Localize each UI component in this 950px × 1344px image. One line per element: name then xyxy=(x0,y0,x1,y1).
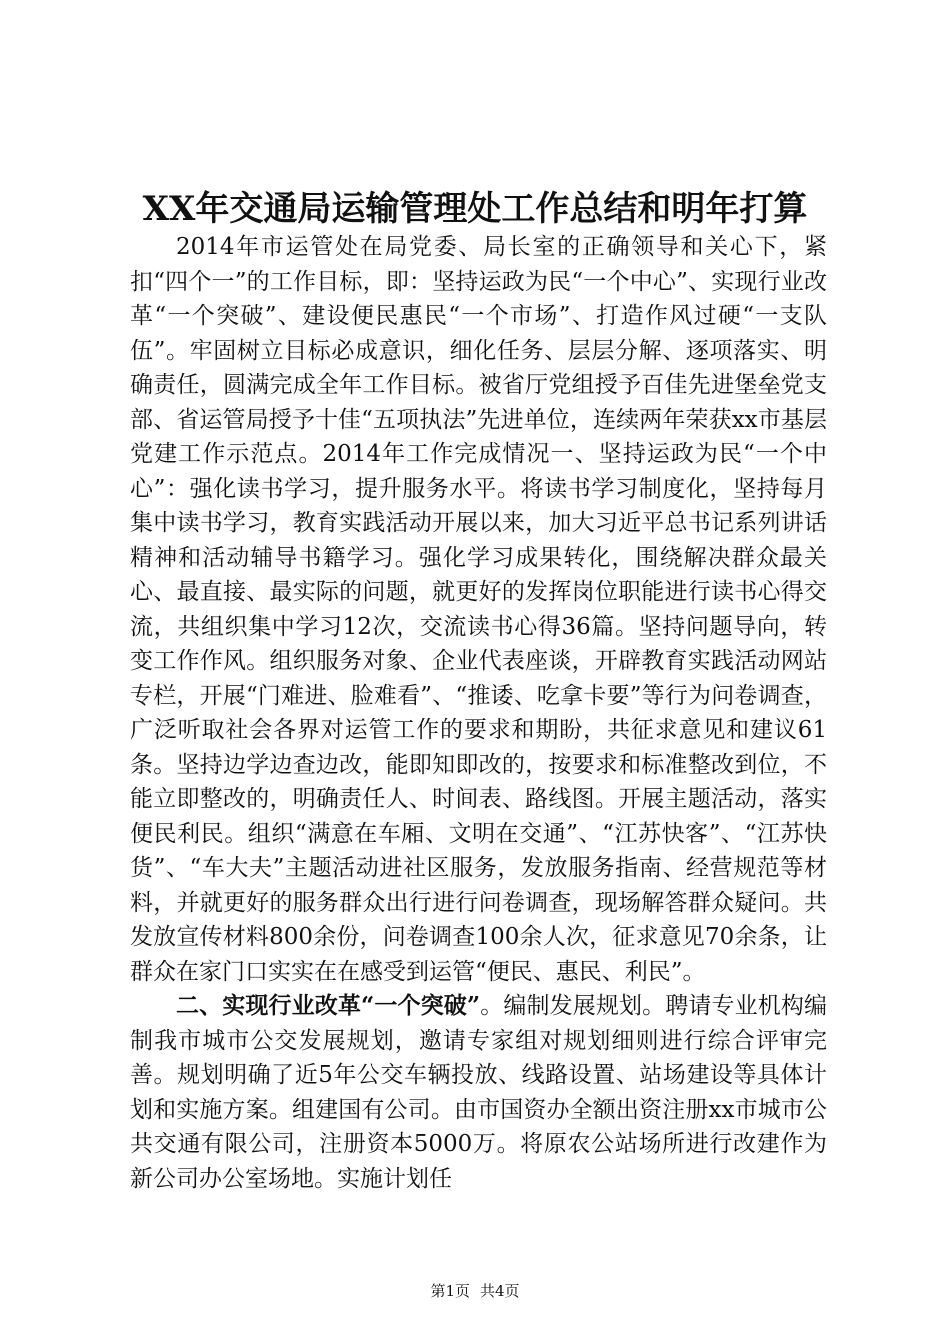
paragraph-2 xyxy=(130,989,827,1196)
section-heading-2: 二、实现行业改革“一个突破” xyxy=(176,992,481,1019)
document-title: XX年交通局运输管理处工作总结和明年打算 xyxy=(142,189,808,229)
document-body xyxy=(130,230,827,1196)
page-total: 共4页 xyxy=(480,1282,520,1300)
page-number: 第1页 xyxy=(430,1282,470,1300)
page-footer xyxy=(0,1281,950,1301)
paragraph-2-body: 。编制发展规划。聘请专业机构编制我市城市公交发展规划，邀请专家组对规划细则进行综合评审完善。规划明确了近5年公交车辆投放、线路设置、站场建设等具体计划和实施方案。组建国有公司。由市国资办全额出资注册xx市城市公共交通有限公司，注册资本5000万。将原农公站场所进行改建作为新公司办公室场地。实施计划任 xyxy=(130,993,828,1192)
paragraph-1: 2014年市运管处在局党委、局长室的正确领导和关心下，紧扣“四个一”的工作目标，即：坚持运政为民“一个中心”、实现行业改革“一个突破”、建设便民惠民“一个市场”、打造作风过硬“一支队伍”。牢固树立目标必成意识，细化任务、层层分解、逐项落实、明确责任，圆满完成全年工作目标。被省厅党组授予百佳先进堡垒党支部、省运管局授予十佳“五项执法”先进单位，连续两年荣获xx市基层党建工作示范点。2014年工作完成情况一、坚持运政为民“一个中心”：强化读书学习，提升服务水平。将读书学习制度化，坚持每月集中读书学习，教育实践活动开展以来，加大习近平总书记系列讲话精神和活动辅导书籍学习。强化学习成果转化，围绕解决群众最关心、最直接、最实际的问题，就更好的发挥岗位职能进行读书心得交流，共组织集中学习12次，交流读书心得36篇。坚持问题导向，转变工作作风。组织服务对象、企业代表座谈，开辟教育实践活动网站专栏，开展“门难进、脸难看”、“推诿、吃拿卡要”等行为问卷调查，广泛听取社会各界对运管工作的要求和期盼，共征求意见和建议61条。坚持边学边查边改，能即知即改的，按要求和标准整改到位，不能立即整改的，明确责任人、时间表、路线图。开展主题活动，落实便民利民。组织“满意在车厢、文明在交通”、“江苏快客”、“江苏快货”、“车大夫”主题活动进社区服务，发放服务指南、经营规范等材料，并就更好的服务群众出行进行问卷调查，现场解答群众疑问。共发放宣传材料800余份，问卷调查100余人次，征求意见70余条，让群众在家门口实实在在感受到运管“便民、惠民、利民”。 xyxy=(130,234,827,985)
